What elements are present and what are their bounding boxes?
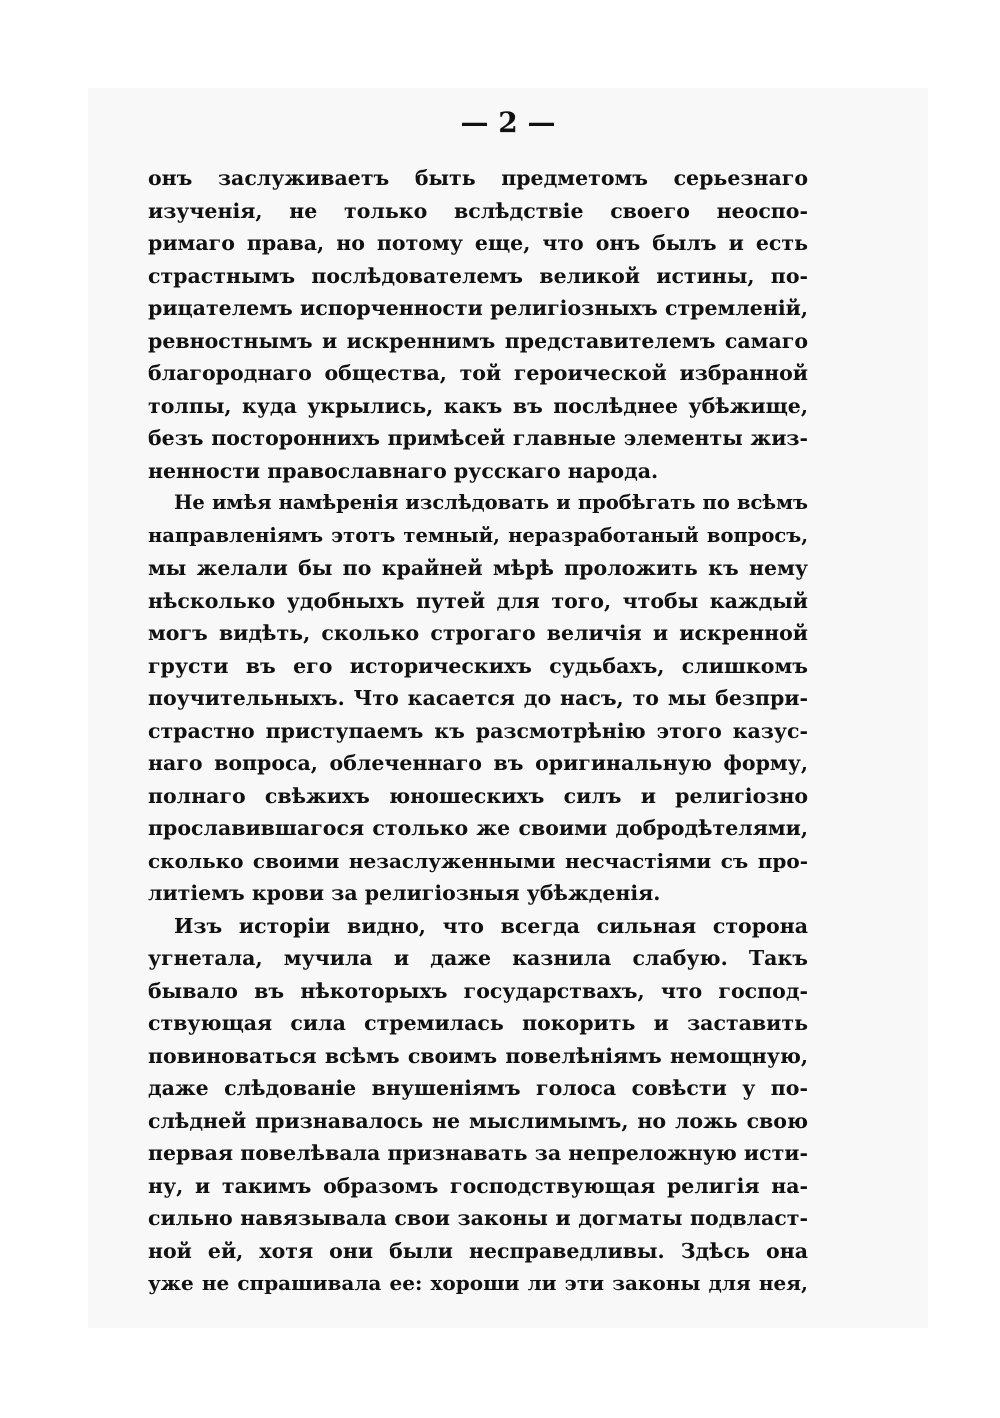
text-line: слѣдней признавалось не мыслимымъ, но ложь свою (148, 1108, 808, 1133)
text-line: рицателемъ испорченности религіозныхъ стремленій, (148, 296, 808, 320)
text-line: ствующая сила стремилась покорить и заставить (148, 1011, 808, 1035)
text-line: Изъ исторіи видно, что всегда сильная сторона (174, 913, 808, 938)
text-line: первая повелѣвала признавать за непреложную исти- (148, 1141, 808, 1165)
body-text (148, 162, 808, 1300)
text-line: безъ постороннихъ примѣсей главные элементы жиз- (148, 426, 808, 450)
text-line: поучительныхъ. Что касается до насъ, то мы безпри- (148, 686, 808, 710)
text-line: онъ заслуживаетъ быть предметомъ серьезнаго (148, 166, 808, 190)
text-line: могъ видѣть, сколько строгаго величія и искренной (148, 621, 808, 645)
text-line: страстно приступаемъ къ разсмотрѣнію этого казус- (148, 718, 808, 743)
text-line: благороднаго общества, той героической избранной (148, 361, 808, 385)
text-line: бывало въ нѣкоторыхъ государствахъ, что господ- (148, 978, 808, 1003)
text-line: римаго права, но потому еще, что онъ былъ и есть (148, 231, 808, 255)
text-line: страстнымъ послѣдователемъ великой истины, по- (148, 263, 808, 288)
text-line: ну, и такимъ образомъ господствующая религія на- (148, 1173, 808, 1198)
text-line: направленіямъ этотъ темный, неразработаный вопросъ, (148, 523, 808, 547)
text-line: наго вопроса, облеченнаго въ оригинальную форму, (148, 751, 808, 775)
book-page (88, 88, 928, 1328)
text-line: прославившагося столько же своими добродѣтелями, (148, 816, 808, 840)
text-line: полнаго свѣжихъ юношескихъ силъ и религіозно (148, 783, 808, 808)
text-line: Не имѣя намѣренія изслѣдовать и пробѣгать по всѣмъ (174, 491, 808, 514)
text-line: сколько своими незаслуженными несчастіями съ про- (148, 848, 808, 873)
text-line: нѣсколько удобныхъ путей для того, чтобы каждый (148, 588, 808, 613)
text-line: литіемъ крови за религіозныя убѣжденія. (148, 881, 661, 905)
text-line: угнетала, мучила и даже казнила слабую. Такъ (148, 946, 808, 970)
text-line: изученія, не только вслѣдствіе своего неоспо- (148, 198, 808, 223)
text-line: грусти въ его историческихъ судьбахъ, слишкомъ (148, 653, 808, 678)
text-line: повиноваться всѣмъ своимъ повелѣніямъ немощную, (148, 1043, 808, 1068)
text-line: толпы, куда укрылись, какъ въ послѣднее убѣжище, (148, 393, 808, 418)
text-line: мы желали бы по крайней мѣрѣ проложить къ нему (148, 556, 808, 580)
text-line: ревностнымъ и искреннимъ представителемъ самаго (148, 328, 808, 353)
text-line: даже слѣдованіе внушеніямъ голоса совѣсти у по- (148, 1076, 808, 1100)
text-line: сильно навязывала свои законы и догматы подвласт- (148, 1206, 808, 1230)
text-line: ной ей, хотя они были несправедливы. Здѣсь она (148, 1238, 808, 1263)
text-line: ненности православнаго русскаго народа. (148, 458, 659, 483)
text-line: уже не спрашивала ее: хороши ли эти законы для нея, (148, 1271, 808, 1295)
page-number: — 2 — (460, 106, 556, 139)
